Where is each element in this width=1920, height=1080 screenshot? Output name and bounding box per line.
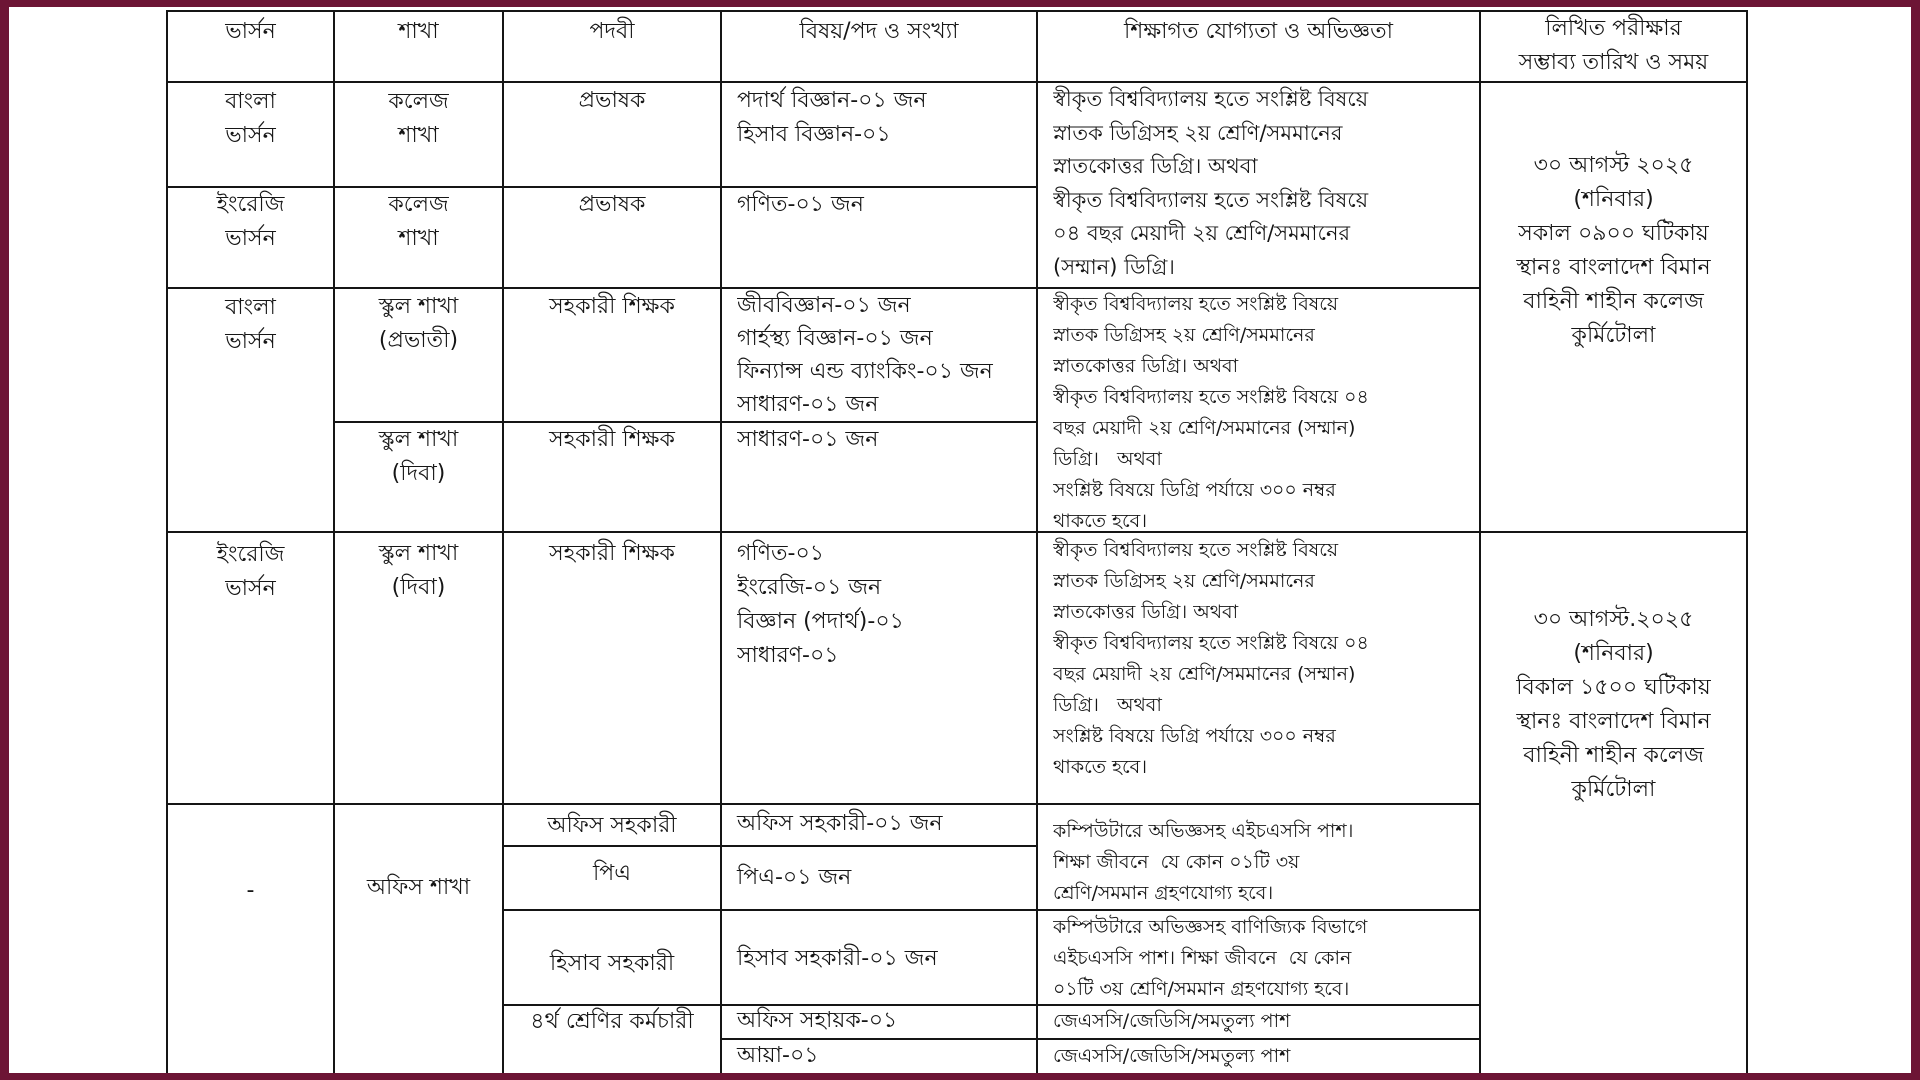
post-cell: সহকারী শিক্ষক — [504, 289, 722, 423]
subject-line: ফিন্যান্স এন্ড ব্যাংকিং-০১ জন — [737, 359, 993, 384]
post-cell: সহকারী শিক্ষক — [504, 423, 722, 533]
exam-schedule-line: (শনিবার) — [1573, 641, 1654, 666]
qualification-line: স্নাতকোত্তর ডিগ্রি। অথবা — [1053, 355, 1239, 377]
qualification-line: (সম্মান) ডিগ্রি। — [1053, 254, 1175, 279]
qualification-line: কম্পিউটারে অভিজ্ঞসহ এইচএসসি পাশ। — [1053, 820, 1354, 842]
qualification-cell: জেএসসি/জেডিসি/সমতুল্য পাশ — [1038, 1040, 1481, 1073]
qualification-cell: জেএসসি/জেডিসি/সমতুল্য পাশ — [1038, 1006, 1481, 1040]
qualification-line: ০৪ বছর মেয়াদী ২য় শ্রেণি/সমমানের — [1053, 221, 1351, 245]
subject-cell: অফিস সহায়ক-০১ — [722, 1006, 1038, 1040]
qualification-line: স্নাতক ডিগ্রিসহ ২য় শ্রেণি/সমমানের — [1053, 324, 1315, 346]
qualification-line: শ্রেণি/সমমান গ্রহণযোগ্য হবে। — [1053, 882, 1274, 904]
branch-line: শাখা — [398, 123, 439, 148]
version-line: ভার্সন — [225, 576, 276, 601]
post-cell: সহকারী শিক্ষক — [504, 533, 722, 805]
subject-line: ইংরেজি-০১ জন — [737, 575, 882, 600]
qualification-line: স্বীকৃত বিশ্ববিদ্যালয় হতে সংশ্লিষ্ট বিষয়ে — [1053, 539, 1339, 561]
exam-schedule-line: স্থানঃ বাংলাদেশ বিমান — [1516, 255, 1711, 280]
qualification-line: স্বীকৃত বিশ্ববিদ্যালয় হতে সংশ্লিষ্ট বিষয়ে — [1053, 87, 1369, 111]
branch-line: কলেজ — [388, 89, 449, 114]
qualification-line: কম্পিউটারে অভিজ্ঞসহ বাণিজ্যিক বিভাগে — [1053, 916, 1368, 938]
branch-line: স্কুল শাখা — [378, 294, 459, 319]
branch-cell: অফিস শাখা — [335, 805, 504, 1073]
exam-schedule-line: (শনিবার) — [1573, 187, 1654, 212]
subject-line: বিজ্ঞান (পদার্থ)-০১ — [737, 609, 904, 634]
subject-cell: পিএ-০১ জন — [722, 847, 1038, 911]
header-exam-line: লিখিত পরীক্ষার — [1545, 16, 1682, 41]
subject-cell — [722, 423, 1038, 533]
qualification-cell — [1038, 289, 1481, 533]
subject-cell: হিসাব সহকারী-০১ জন — [722, 911, 1038, 1006]
exam-schedule-line: সকাল ০৯০০ ঘটিকায় — [1518, 221, 1709, 246]
branch-line: (দিবা) — [391, 461, 446, 486]
exam-schedule-cell — [1481, 83, 1748, 533]
header-exam-line: সম্ভাব্য তারিখ ও সময় — [1518, 50, 1709, 75]
exam-schedule-line: ৩০ আগস্ট ২০২৫ — [1533, 153, 1694, 178]
version-cell — [168, 289, 335, 533]
qualification-cell — [1038, 83, 1481, 289]
qualification-line: ডিগ্রি। অথবা — [1053, 448, 1162, 470]
subject-cell: আয়া-০১ — [722, 1040, 1038, 1073]
header-qualification: শিক্ষাগত যোগ্যতা ও অভিজ্ঞতা — [1038, 12, 1481, 83]
exam-schedule-cell — [1481, 533, 1748, 1073]
version-cell: - — [168, 805, 335, 1073]
subject-line: হিসাব বিজ্ঞান-০১ — [737, 122, 891, 147]
branch-line: স্কুল শাখা — [378, 541, 459, 566]
subject-line: জীববিজ্ঞান-০১ জন — [737, 293, 911, 318]
post-cell: হিসাব সহকারী — [504, 911, 722, 1006]
qualification-line: স্নাতক ডিগ্রিসহ ২য় শ্রেণি/সমমানের — [1053, 120, 1343, 145]
branch-cell — [335, 423, 504, 533]
header-exam-schedule — [1481, 12, 1748, 83]
qualification-line: সংশ্লিষ্ট বিষয়ে ডিগ্রি পর্যায়ে ৩০০ নম্বর — [1053, 725, 1336, 747]
version-cell — [168, 533, 335, 805]
qualification-line: স্বীকৃত বিশ্ববিদ্যালয় হতে সংশ্লিষ্ট বিষয়ে ০৪ — [1053, 632, 1369, 654]
exam-schedule-line: বাহিনী শাহীন কলেজ — [1523, 289, 1704, 314]
branch-line: স্কুল শাখা — [378, 427, 459, 452]
header-subject: বিষয়/পদ ও সংখ্যা — [722, 12, 1038, 83]
header-post: পদবী — [504, 12, 722, 83]
version-line: ভার্সন — [225, 329, 276, 354]
branch-cell — [335, 83, 504, 188]
qualification-line: ডিগ্রি। অথবা — [1053, 694, 1162, 716]
qualification-cell — [1038, 533, 1481, 805]
branch-line: কলেজ — [388, 192, 449, 217]
qualification-line: থাকতে হবে। — [1053, 756, 1148, 778]
header-version: ভার্সন — [168, 12, 335, 83]
branch-line: (দিবা) — [391, 575, 446, 600]
subject-line: গণিত-০১ জন — [737, 192, 864, 217]
subject-line: গার্হস্থ্য বিজ্ঞান-০১ জন — [737, 326, 933, 351]
branch-cell — [335, 289, 504, 423]
post-cell: অফিস সহকারী — [504, 805, 722, 847]
post-cell: ৪র্থ শ্রেণির কর্মচারী — [504, 1006, 722, 1073]
qualification-line: স্নাতকোত্তর ডিগ্রি। অথবা — [1053, 154, 1258, 178]
qualification-line: শিক্ষা জীবনে যে কোন ০১টি ৩য় — [1053, 851, 1300, 873]
version-cell — [168, 188, 335, 289]
post-cell: প্রভাষক — [504, 188, 722, 289]
qualification-line: স্বীকৃত বিশ্ববিদ্যালয় হতে সংশ্লিষ্ট বিষয়ে — [1053, 293, 1339, 315]
branch-cell — [335, 533, 504, 805]
qualification-line: বছর মেয়াদী ২য় শ্রেণি/সমমানের (সম্মান) — [1053, 417, 1356, 439]
version-line: ইংরেজি — [216, 542, 285, 567]
exam-schedule-line: বিকাল ১৫০০ ঘটিকায় — [1516, 675, 1711, 700]
version-line: বাংলা — [225, 89, 276, 114]
version-line: ভার্সন — [225, 123, 276, 148]
branch-line: (প্রভাতী) — [378, 328, 459, 353]
qualification-line: ০১টি ৩য় শ্রেণি/সমমান গ্রহণযোগ্য হবে। — [1053, 978, 1350, 1000]
qualification-line: বছর মেয়াদী ২য় শ্রেণি/সমমানের (সম্মান) — [1053, 663, 1356, 685]
subject-line: গণিত-০১ — [737, 541, 825, 566]
version-line: ভার্সন — [225, 226, 276, 251]
version-cell — [168, 83, 335, 188]
exam-schedule-line: বাহিনী শাহীন কলেজ — [1523, 743, 1704, 768]
subject-line: সাধারণ-০১ — [737, 643, 839, 668]
post-cell: প্রভাষক — [504, 83, 722, 188]
recruitment-table — [166, 10, 1748, 1073]
exam-schedule-line: ৩০ আগস্ট.২০২৫ — [1533, 607, 1694, 632]
subject-cell — [722, 83, 1038, 188]
post-cell: পিএ — [504, 847, 722, 911]
qualification-cell — [1038, 805, 1481, 911]
subject-line: সাধারণ-০১ জন — [737, 427, 879, 452]
version-line: বাংলা — [225, 295, 276, 320]
subject-cell: অফিস সহকারী-০১ জন — [722, 805, 1038, 847]
branch-cell — [335, 188, 504, 289]
qualification-line: স্বীকৃত বিশ্ববিদ্যালয় হতে সংশ্লিষ্ট বিষয়ে ০৪ — [1053, 386, 1369, 408]
qualification-line: থাকতে হবে। — [1053, 510, 1148, 532]
subject-cell — [722, 188, 1038, 289]
header-branch: শাখা — [335, 12, 504, 83]
document-page — [9, 7, 1911, 1073]
qualification-line: স্নাতক ডিগ্রিসহ ২য় শ্রেণি/সমমানের — [1053, 570, 1315, 592]
qualification-line: স্বীকৃত বিশ্ববিদ্যালয় হতে সংশ্লিষ্ট বিষয়ে — [1053, 187, 1369, 212]
subject-line: সাধারণ-০১ জন — [737, 392, 879, 417]
version-line: ইংরেজি — [216, 192, 285, 217]
exam-schedule-line: কুর্মিটোলা — [1571, 777, 1656, 802]
qualification-line: স্নাতকোত্তর ডিগ্রি। অথবা — [1053, 601, 1239, 623]
branch-line: শাখা — [398, 226, 439, 251]
subject-cell — [722, 289, 1038, 423]
exam-schedule-line: কুর্মিটোলা — [1571, 323, 1656, 348]
qualification-line: সংশ্লিষ্ট বিষয়ে ডিগ্রি পর্যায়ে ৩০০ নম্বর — [1053, 479, 1336, 501]
exam-schedule-line: স্থানঃ বাংলাদেশ বিমান — [1516, 709, 1711, 734]
subject-line: পদার্থ বিজ্ঞান-০১ জন — [737, 88, 927, 113]
qualification-cell — [1038, 911, 1481, 1006]
subject-cell — [722, 533, 1038, 805]
qualification-line: এইচএসসি পাশ। শিক্ষা জীবনে যে কোন — [1053, 947, 1352, 969]
